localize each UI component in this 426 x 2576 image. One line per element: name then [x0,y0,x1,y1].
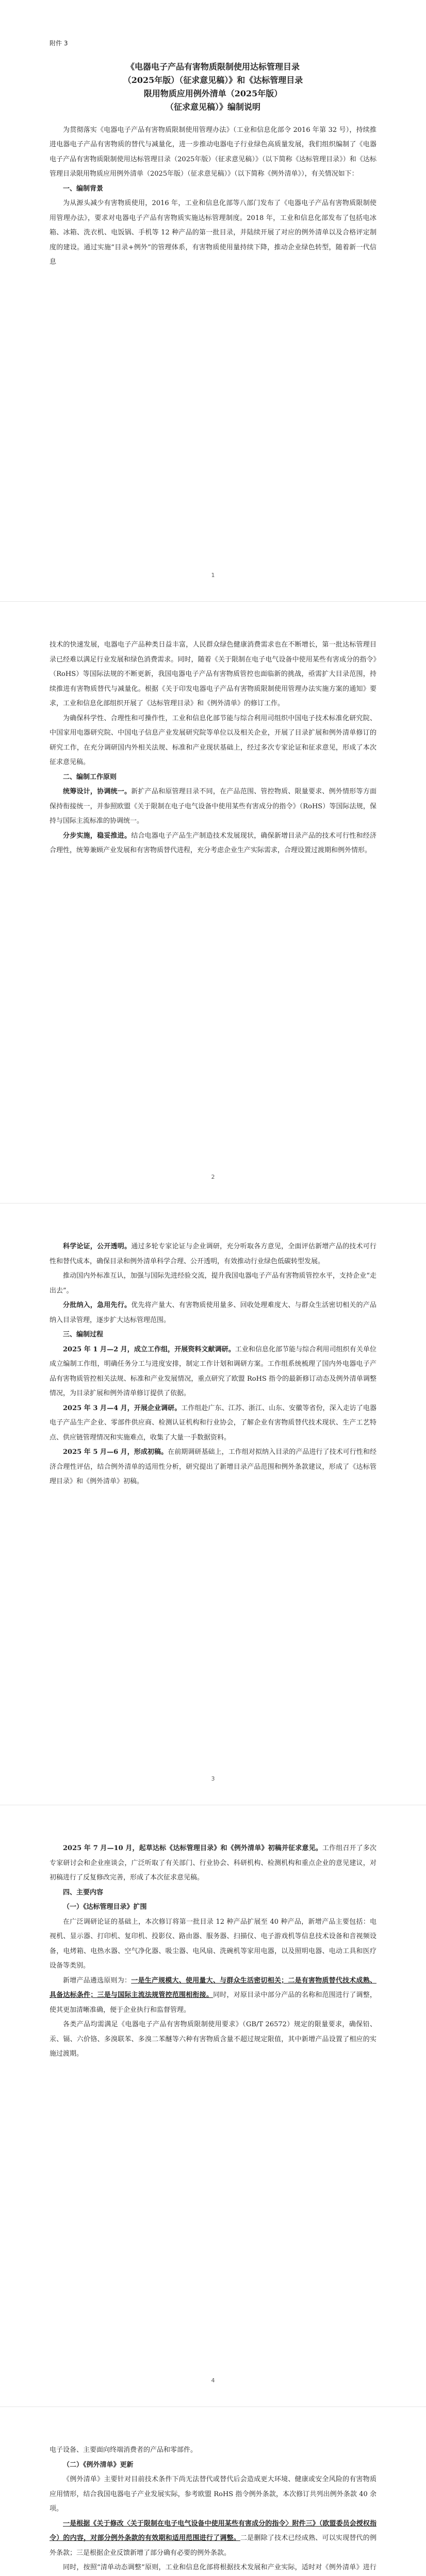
page-5 [0,2407,426,2576]
page-4 [0,1805,426,2407]
paragraph-lead: 2025 年 5 月—6 月，形成初稿。 [63,1448,168,1456]
paragraph: 为确保科学性、合理性和可操作性，工业和信息化部节能与综合利用司组织中国电子技术标准化研究院、中国家用电器研究院、中国电子信息产业发展研究院等单位以及相关企业，开展了目录扩展和例外清单修订的研究工作，在充分调研国内外相关法规、标准和产业现状基础上，经过多次专家论证和征求意见，形成了本次征求意见稿。 [50,714,376,766]
subsection-heading: （二）《例外清单》更新 [63,2461,134,2469]
paragraph-lead: 分步实施，稳妥推进。 [63,832,132,840]
paragraph [50,1298,376,1328]
paragraph: 推动国内外标准互认，加强与国际先进经验交流，提升我国电器电子产品有害物质管控水平，支持企业“走出去”。 [50,1272,376,1295]
page-number: 2 [211,1173,215,1180]
paragraph: 技术的快速发展，电器电子产品种类日益丰富，人民群众绿色健康消费需求也在不断增长，第一批达标管理目录已经难以满足行业发展和绿色消费需求。同时，随着《关于限制在电子电气设备中使用某些有害成分的指令》（RoHS）等国际法规的不断更新，我国电器电子产品有害物质管控也面临新的挑战，亟需扩大目录范围，持续推进有害物质替代与减量化。根据《关于印发电器电子产品有害物质限制使用管理办法实施方案的通知》要求，工业和信息化部组织开展了《达标管理目录》和《例外清单》的修订工作。 [50,641,376,707]
attachment-label: 附件 3 [50,40,68,47]
paragraph: 各类产品均需满足《电器电子产品有害物质限制使用要求》（GB/T 26572）规定的限量要求，确保铅、汞、镉、六价铬、多溴联苯、多溴二苯醚等六种有害物质含量不超过规定限值，其中新增产品设置了相应的实施过渡期。 [50,2021,376,2058]
title-line: 《电器电子产品有害物质限制使用达标管理目录 [126,61,300,72]
paragraph: 为从源头减少有害物质使用，2016 年，工业和信息化部等八部门发布了《电器电子产品有害物质限制使用管理办法》，要求对电器电子产品有害物质实施达标管理制度。2018 年，工业和信息化部发布了包括电冰箱、冰箱、洗衣机、电饭锅、手机等 12 种产品的第一批目录，并陆续开展了对应的例外清单以及合格评定制度的建设。通过实施“目录+例外”的管理体系，有害物质使用量持续下降，推动企业绿色转型，随着新一代信息 [50,199,376,266]
paragraph [50,829,376,858]
section-heading: 二、编制工作原则 [63,773,117,781]
page-number: 4 [211,2377,215,2384]
page-number: 3 [211,1775,215,1782]
paragraph-body: 新增产品遴选原则为： [63,1976,132,1985]
paragraph-body: 结合电器电子产品生产制造技术发展现状，确保新增目录产品的技术可行性和经济合理性，统筹兼顾产业发展和有害物质替代进程，充分考虑企业生产实际需求，合理设置过渡期和例外情形。 [50,832,376,854]
paragraph-lead: 2025 年 7 月—10 月，起草达标《达标管理目录》和《例外清单》初稿并征求意见。 [63,1844,322,1852]
paragraph [50,1240,376,1269]
paragraph-body: 新扩产品和原管理目录不同，在产品范围、管控物质、限量要求、例外情形等方面保持衔接统一，并参照欧盟《关于限制在电子电气设备中使用某些有害成分的指令》（RoHS）等国际法规，保持与国际主流标准的协调统一。 [50,788,376,825]
paragraph [50,1343,376,1401]
paragraph: 《例外清单》主要针对目前技术条件下尚无法替代或替代后会造成更大环境、健康或安全风险的有害物质应用情形，结合我国电器电子产业发展实际，参考欧盟 RoHS 指令例外条款，本次修订共列出例外条款 40 余项。 [50,2476,376,2513]
title-line: （2025年版）（征求意见稿）》和《达标管理目录 [123,75,303,85]
paragraph-lead: 统筹设计，协调统一。 [63,788,132,795]
page-2 [0,602,426,1204]
paragraph-lead: 分批纳入，急用先行。 [63,1301,132,1309]
paragraph-body: 在前期调研基础上，工作组对拟纳入目录的产品进行了技术可行性和经济合理性评估，结合例外清单的适用性分析，研究提出了新增目录产品范围和例外条款建议，形成了《达标管理目录》和《例外清单》初稿。 [50,1448,376,1485]
paragraph-lead: 2025 年 1 月—2 月，成立工作组，开展资料文献调研。 [63,1345,235,1353]
paragraph [50,785,376,829]
title-line: （征求意见稿）》编制说明 [165,101,260,112]
paragraph-body: 工作组召开了多次专家研讨会和企业座谈会，广泛听取了有关部门、行业协会、科研机构、检测机构和重点企业的意见建议，对初稿进行了反复修改完善，形成了本次征求意见稿。 [50,1844,376,1882]
paragraph: 为贯彻落实《电器电子产品有害物质限制使用管理办法》（工业和信息化部令 2016 年第 32 号），持续推进电器电子产品有害物质的替代与减量化，进一步推动电器电子行业绿色高质量发展，我们组织编制了《电器电子产品有害物质限制使用达标管理目录（2025年版）（征求意见稿）》（以下简称《达标管理目录》）和《达标管理目录限用物质应用例外清单（2025年版）（征求意见稿）》（以下简称《例外清单》），有关情况如下： [50,126,376,178]
paragraph [50,1401,376,1446]
paragraph [50,2517,376,2561]
paragraph-emphasis: 一是生产规模大、使用量大、与群众生活密切相关；二是有害物质替代技术成熟、具备达标条件；三是与国际主流法规管控范围相衔接。 [50,1976,376,1999]
paragraph [50,1841,376,1886]
paragraph-emphasis: 一是根据《关于修改〈关于限制在电子电气设备中使用某些有害成分的指令〉附件三》（欧盟委员会授权指令）的内容，对部分例外条款的有效期和适用范围进行了调整。 [50,2519,376,2542]
section-heading: 一、编制背景 [63,184,104,193]
paragraph-lead: 科学论证，公开透明。 [63,1243,132,1250]
section-heading: 三、编制过程 [63,1331,104,1338]
title-line: 限用物质应用例外清单（2025年版） [143,88,283,98]
page-number: 1 [211,571,215,579]
paragraph [50,1445,376,1489]
paragraph-body: 二是删除了技术已经成熟、可以实现替代的例外条款；三是根据企业反馈新增了部分确有必要的例外条款。 [50,2534,376,2557]
paragraph: 电子设备、主要面向终端消费者的产品和零部件。 [50,2446,198,2454]
paragraph-body: 工作组赴广东、江苏、浙江、山东、安徽等省份，深入走访了电器电子产品生产企业、零部件供应商、检测认证机构和行业协会，了解企业有害物质替代技术现状、生产工艺特点、供应链管理情况和实施难点，收集了大量一手数据资料。 [50,1404,376,1442]
page-3 [0,1204,426,1805]
paragraph-body: 工业和信息化部节能与综合利用司组织有关单位成立编制工作组，明确任务分工与进度安排，制定工作计划和调研方案。工作组系统梳理了国内外电器电子产品有害物质管控相关法规、标准和产业发展情况，重点研究了欧盟 RoHS 指令的最新修订动态及例外清单调整情况，为目录扩展和例外清单修订提供了依据。 [50,1345,376,1397]
paragraph-body: 同时，对原目录中部分产品的名称和范围进行了调整，使其更加清晰准确，便于企业执行和监督管理。 [50,1991,376,2014]
paragraph: 同时，按照“清单动态调整”原则，工业和信息化部将根据技术发展和产业实际，适时对《例外清单》进行 [63,2564,376,2571]
section-heading: 四、主要内容 [63,1888,104,1896]
paragraph: 在广泛调研论证的基础上，本次修订将第一批目录 12 种产品扩展至 40 种产品，新增产品主要包括：电视机、显示器、打印机、复印机、投影仪、路由器、服务器、扫描仪、电子游戏机等信息技术设备和音视频设备，电烤箱、电热水器、空气净化器、吸尘器、电风扇、洗碗机等家用电器，以及照明电器、电动工具和医疗设备等类别。 [50,1918,376,1970]
paragraph-body: 通过多轮专家论证与企业调研，充分听取各方意见，全面评估新增产品的技术可行性和替代成本，确保目录和例外清单科学合理、公开透明，有效推动行业绿色低碳转型发展。 [50,1243,376,1265]
page-1 [0,0,426,602]
document-title [50,60,376,114]
paragraph-body: 优先将产量大、有害物质使用量多、回收处理难度大、与群众生活密切相关的产品纳入目录管理，逐步扩大达标管理范围。 [50,1301,376,1324]
subsection-heading: （一）《达标管理目录》扩围 [63,1903,147,1911]
paragraph [50,1974,376,2018]
paragraph-lead: 2025 年 3 月—4 月，开展企业调研。 [63,1404,182,1412]
